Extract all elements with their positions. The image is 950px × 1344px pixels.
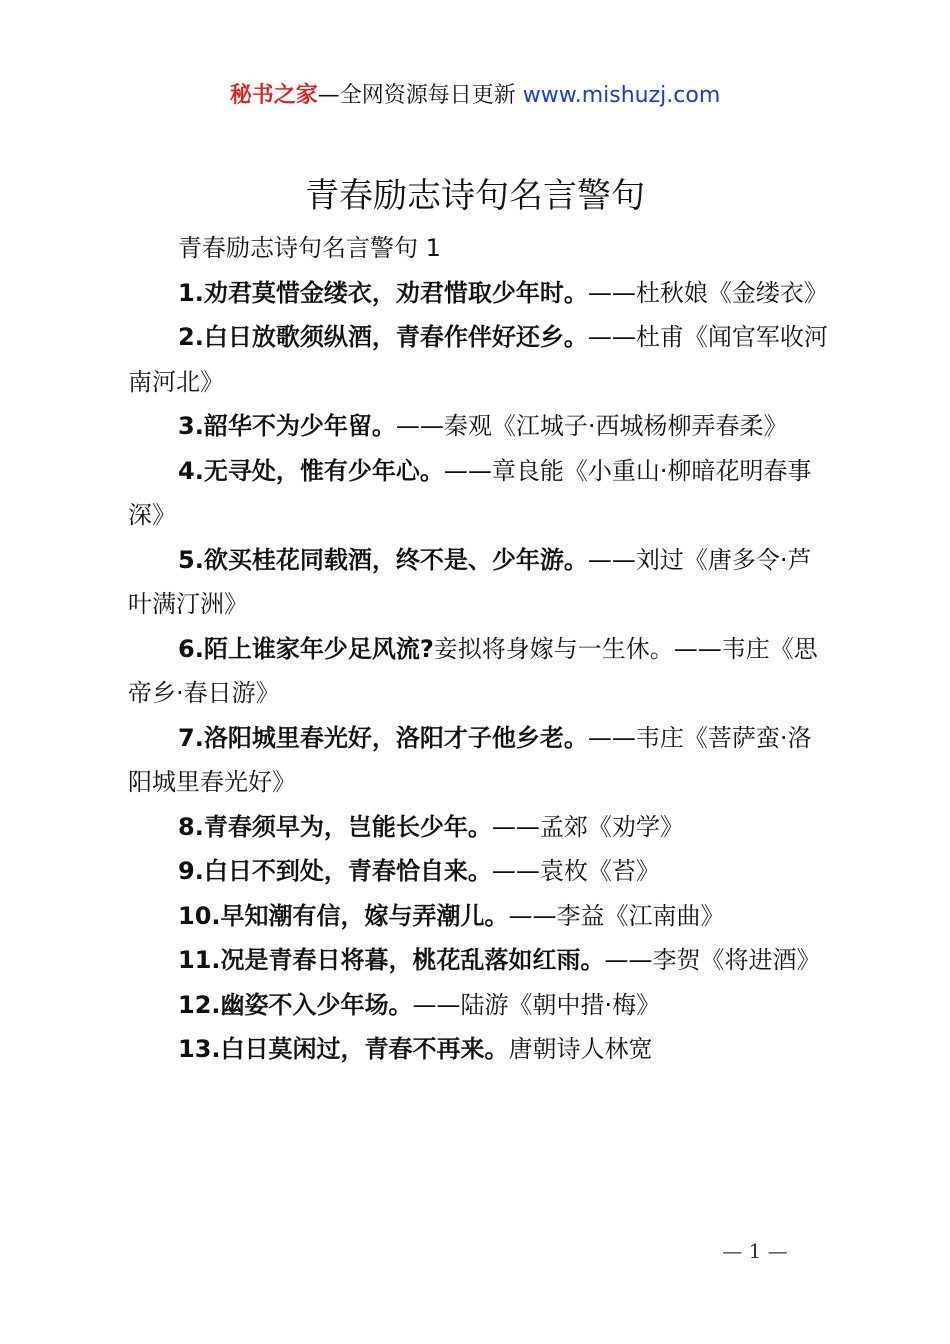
quote-source: ——杜甫《闻官军收河南河北》	[128, 323, 828, 396]
document-body	[128, 226, 834, 1072]
quote-source: ——韦庄《菩萨蛮·洛阳城里春光好》	[128, 723, 812, 796]
quote-text: 13.白日莫闲过，青春不再来。	[178, 1035, 509, 1063]
quote-item	[128, 716, 834, 805]
quote-text: 12.幽姿不入少年场。	[178, 990, 413, 1019]
quote-text: 1.劝君莫惜金缕衣，劝君惜取少年时。	[178, 278, 588, 307]
quote-source: ——李贺《将进酒》	[604, 946, 821, 974]
quote-source: 唐朝诗人林宽	[508, 1035, 653, 1063]
quote-source: ——陆游《朝中措·梅》	[412, 990, 661, 1019]
quote-item	[128, 805, 834, 850]
quote-item	[128, 271, 834, 316]
quote-text: 8.青春须早为，岂能长少年。	[178, 812, 492, 841]
quote-source: ——刘过《唐多令·芦叶满汀洲》	[128, 545, 812, 618]
page-number: — 1 —	[722, 1239, 788, 1263]
quote-item	[128, 627, 834, 716]
quote-source: ——杜秋娘《金缕衣》	[587, 278, 828, 307]
quote-text: 7.洛阳城里春光好，洛阳才子他乡老。	[178, 723, 588, 752]
quote-item	[128, 449, 834, 538]
quote-item	[128, 538, 834, 627]
site-header	[0, 80, 950, 112]
quote-text: 11.况是青春日将暮，桃花乱落如红雨。	[178, 946, 605, 974]
site-slogan: —全网资源每日更新	[317, 83, 523, 108]
quote-item	[128, 938, 834, 983]
quote-item	[128, 404, 834, 449]
quote-text: 9.白日不到处，青春恰自来。	[178, 857, 492, 885]
quote-text: 4.无寻处，惟有少年心。	[178, 456, 444, 485]
quote-text: 6.陌上谁家年少足风流?	[178, 634, 434, 663]
quote-item	[128, 849, 834, 894]
quote-source: ——孟郊《劝学》	[491, 812, 684, 841]
quote-item	[128, 983, 834, 1028]
quote-text: 5.欲买桂花同载酒，终不是、少年游。	[178, 545, 588, 574]
section-subtitle: 青春励志诗句名言警句 1	[178, 234, 441, 262]
site-brand: 秘书之家	[229, 83, 318, 108]
quote-source: 妾拟将身嫁与一生休。——韦庄《思帝乡·春日游》	[128, 634, 818, 707]
quote-text: 3.韶华不为少年留。	[178, 412, 396, 440]
quote-source: ——章良能《小重山·柳暗花明春事深》	[128, 456, 812, 529]
quote-item	[128, 315, 834, 404]
quote-item	[128, 894, 834, 939]
quote-source: ——袁枚《苔》	[491, 857, 660, 885]
quote-text: 2.白日放歌须纵酒，青春作伴好还乡。	[178, 323, 588, 351]
quote-source: ——李益《江南曲》	[508, 901, 725, 930]
quote-text: 10.早知潮有信，嫁与弄潮儿。	[178, 901, 509, 930]
quote-source: ——秦观《江城子·西城杨柳弄春柔》	[395, 412, 788, 440]
site-url-link[interactable]: www.mishuzj.com	[522, 83, 721, 108]
document-title: 青春励志诗句名言警句	[305, 176, 645, 216]
quote-item	[128, 1027, 834, 1072]
